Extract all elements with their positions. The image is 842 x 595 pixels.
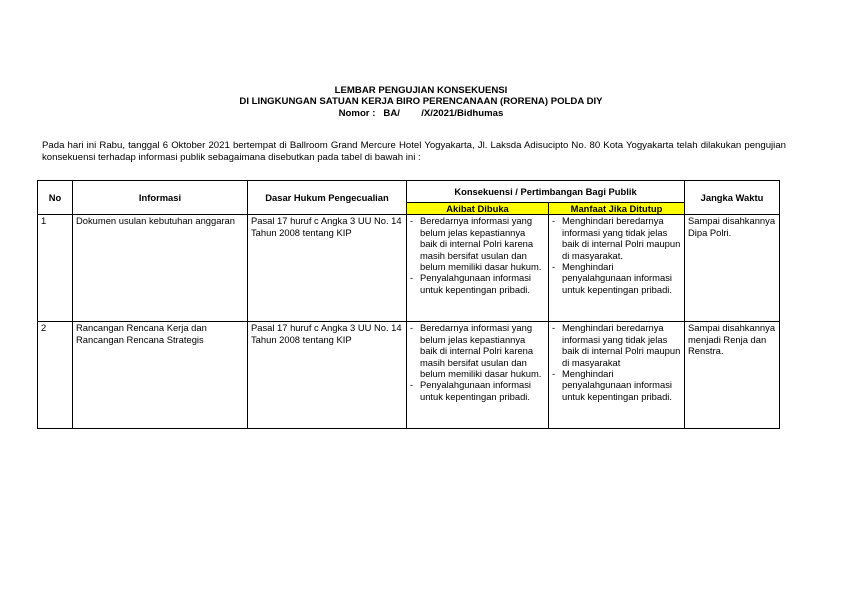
header-akibat-dibuka: Akibat Dibuka xyxy=(407,203,549,215)
header-dasar-hukum: Dasar Hukum Pengecualian xyxy=(248,181,407,215)
document-title xyxy=(0,85,842,119)
konsekuensi-table xyxy=(37,180,780,429)
manfaat-item: - Menghindari beredarnya informasi yang tidak jelas baik di internal Polri maupun di masyarakat. xyxy=(552,215,681,261)
manfaat-cell xyxy=(549,322,685,429)
intro-paragraph: Pada hari ini Rabu, tanggal 6 Oktober 2021 bertempat di Ballroom Grand Mercure Hotel Yogyakarta, Jl. Laksda Adisucipto No. 80 Kota Yogyakarta telah dilakukan pengujian konsekuensi terhadap informasi publik sebagaimana disebutkan pada tabel di bawah ini : xyxy=(42,140,786,164)
manfaat-item: - Menghindari beredarnya informasi yang tidak jelas baik di internal Polri maupun di masyarakat xyxy=(552,322,681,368)
jangka-waktu-cell: Sampai disahkannya menjadi Renja dan Renstra. xyxy=(685,322,780,429)
header-jangka-waktu: Jangka Waktu xyxy=(685,181,780,215)
manfaat-item: - Menghindari penyalahgunaan informasi untuk kepentingan pribadi. xyxy=(552,261,681,295)
akibat-item: - Beredarnya informasi yang belum jelas kepastiannya baik di internal Polri karena masih bersifat usulan dan belum memiliki dasar hukum. xyxy=(410,322,545,379)
title-line-2: DI LINGKUNGAN SATUAN KERJA BIRO PERENCANAAN (RORENA) POLDA DIY xyxy=(239,96,603,108)
table-header xyxy=(38,181,780,215)
akibat-item: - Penyalahgunaan informasi untuk kepentingan pribadi. xyxy=(410,379,545,402)
header-informasi: Informasi xyxy=(73,181,248,215)
row-number: 1 xyxy=(38,215,73,322)
row-number: 2 xyxy=(38,322,73,429)
header-no: No xyxy=(38,181,73,215)
manfaat-item: - Menghindari penyalahgunaan informasi untuk kepentingan pribadi. xyxy=(552,368,681,402)
dasar-hukum-cell: Pasal 17 huruf c Angka 3 UU No. 14 Tahun 2008 tentang KIP xyxy=(248,215,407,322)
jangka-waktu-cell: Sampai disahkannya Dipa Polri. xyxy=(685,215,780,322)
table-row xyxy=(38,215,780,322)
header-manfaat-ditutup: Manfaat Jika Ditutup xyxy=(549,203,685,215)
informasi-cell: Dokumen usulan kebutuhan anggaran xyxy=(73,215,248,322)
informasi-cell: Rancangan Rencana Kerja dan Rancangan Rencana Strategis xyxy=(73,322,248,429)
dasar-hukum-cell: Pasal 17 huruf c Angka 3 UU No. 14 Tahun 2008 tentang KIP xyxy=(248,322,407,429)
header-konsekuensi: Konsekuensi / Pertimbangan Bagi Publik xyxy=(407,181,685,203)
akibat-cell xyxy=(407,215,549,322)
akibat-item: - Penyalahgunaan informasi untuk kepentingan pribadi. xyxy=(410,272,545,295)
manfaat-cell xyxy=(549,215,685,322)
nomor-line: Nomor : BA/ /X/2021/Bidhumas xyxy=(338,107,504,119)
title-line-1: LEMBAR PENGUJIAN KONSEKUENSI xyxy=(334,85,508,96)
akibat-item: - Beredarnya informasi yang belum jelas kepastiannya baik di internal Polri karena masih bersifat usulan dan belum memiliki dasar hukum. xyxy=(410,215,545,272)
table-row xyxy=(38,322,780,429)
akibat-cell xyxy=(407,322,549,429)
